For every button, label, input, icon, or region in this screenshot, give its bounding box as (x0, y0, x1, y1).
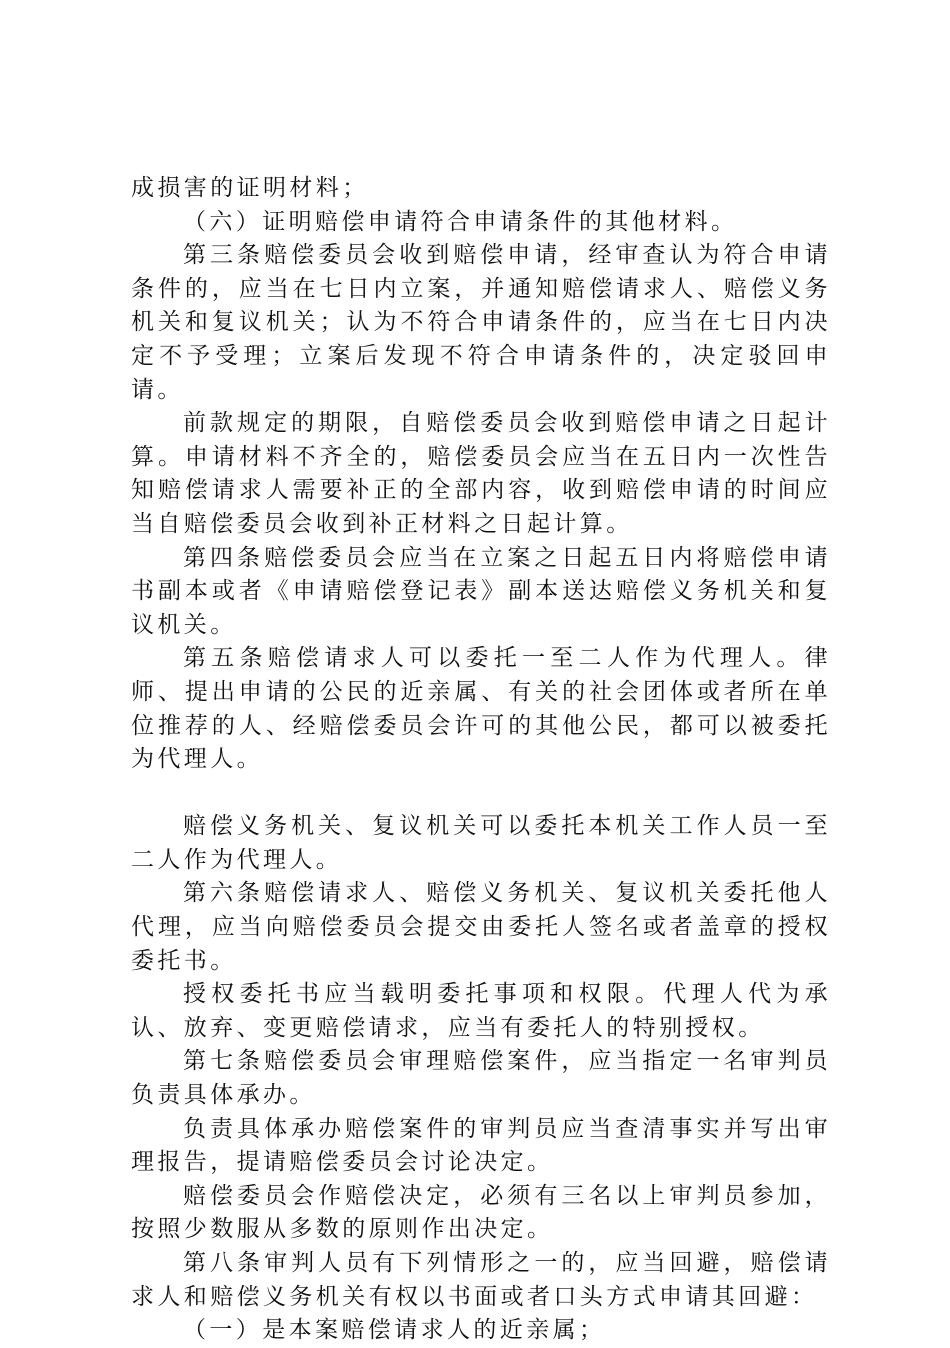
paragraph-12: 赔偿委员会作赔偿决定，必须有三名以上审判员参加，按照少数服从多数的原则作出决定。 (131, 1182, 831, 1243)
paragraph-7: 赔偿义务机关、复议机关可以委托本机关工作人员一至二人作为代理人。 (131, 813, 831, 873)
document-body (131, 172, 831, 1348)
paragraph-9: 授权委托书应当载明委托事项和权限。代理人代为承认、放弃、变更赔偿请求，应当有委托人的特别授权。 (131, 981, 831, 1041)
paragraph-article-7: 第七条赔偿委员会审理赔偿案件，应当指定一名审判员负责具体承办。 (131, 1048, 831, 1109)
paragraph-14: （一）是本案赔偿请求人的近亲属； (183, 1317, 606, 1344)
paragraph-article-3: 第三条赔偿委员会收到赔偿申请，经审查认为符合申请条件的，应当在七日内立案，并通知赔偿请求人、赔偿义务机关和复议机关；认为不符合申请条件的，应当在七日内决定不予受理；立案后发现不符合申请条件的，决定驳回申请。 (131, 242, 831, 403)
paragraph-article-5: 第五条赔偿请求人可以委托一至二人作为代理人。律师、提出申请的公民的近亲属、有关的社会团体或者所在单位推荐的人、经赔偿委员会许可的其他公民，都可以被委托为代理人。 (131, 645, 831, 773)
paragraph-article-4: 第四条赔偿委员会应当在立案之日起五日内将赔偿申请书副本或者《申请赔偿登记表》副本送达赔偿义务机关和复议机关。 (131, 544, 831, 638)
paragraph-11: 负责具体承办赔偿案件的审判员应当查清事实并写出审理报告，提请赔偿委员会讨论决定。 (131, 1115, 831, 1176)
paragraph-article-6: 第六条赔偿请求人、赔偿义务机关、复议机关委托他人代理，应当向赔偿委员会提交由委托人签名或者盖章的授权委托书。 (131, 880, 831, 974)
paragraph-4: 前款规定的期限，自赔偿委员会收到赔偿申请之日起计算。申请材料不齐全的，赔偿委员会应当在五日内一次性告知赔偿请求人需要补正的全部内容，收到赔偿申请的时间应当自赔偿委员会收到补正材料之日起计算。 (131, 410, 831, 537)
paragraph-1: 成损害的证明材料； (131, 175, 369, 201)
paragraph-2: （六）证明赔偿申请符合申请条件的其他材料。 (183, 208, 738, 235)
paragraph-article-8: 第八条审判人员有下列情形之一的，应当回避，赔偿请求人和赔偿义务机关有权以书面或者口头方式申请其回避： (131, 1250, 831, 1310)
blank-line (131, 777, 831, 811)
